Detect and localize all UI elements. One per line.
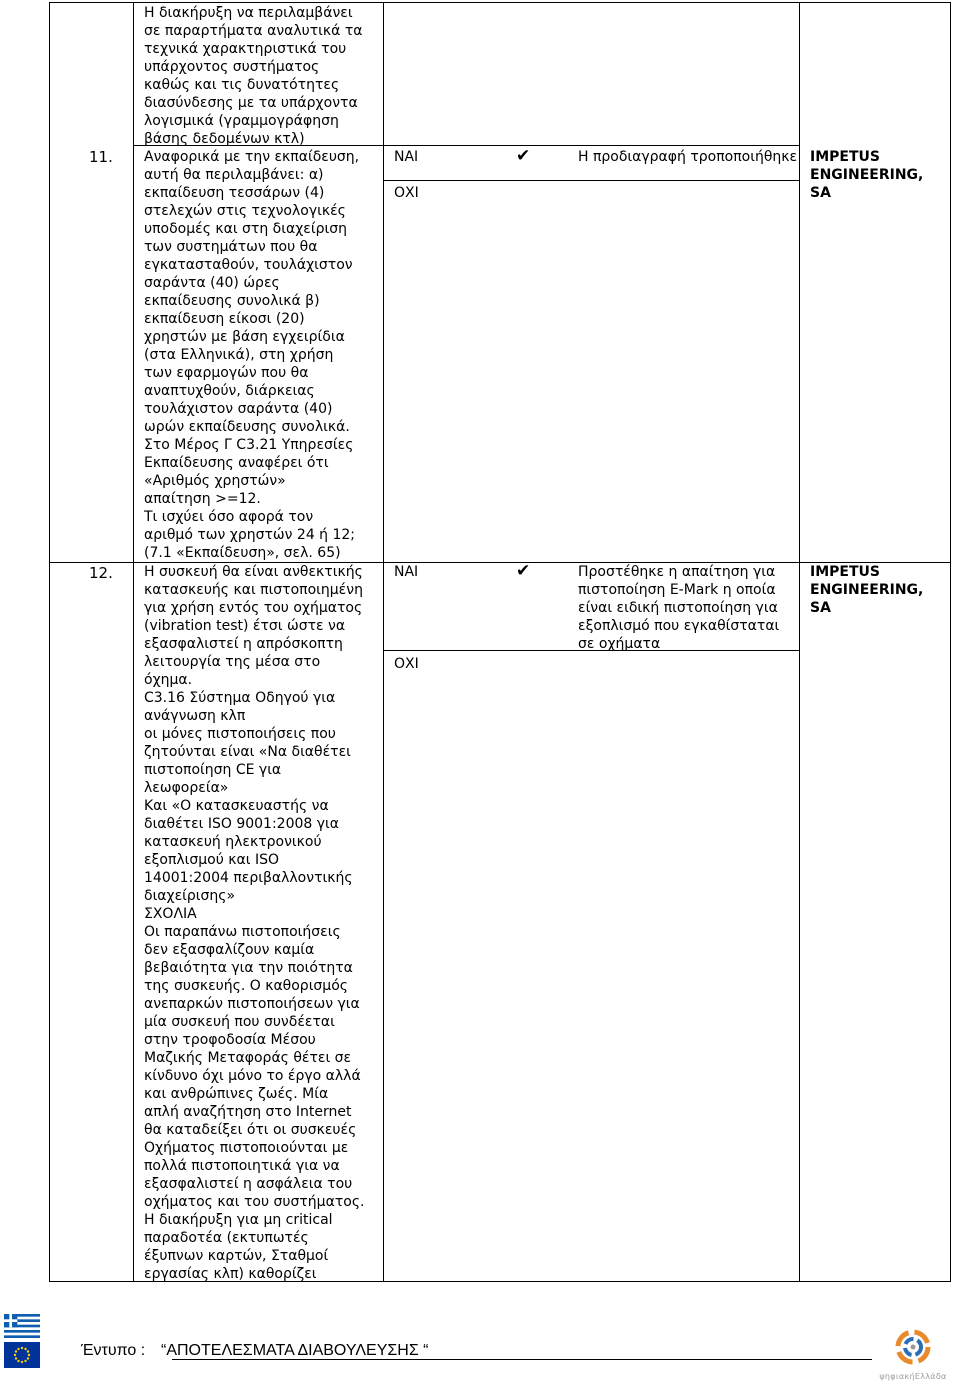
table-border-left <box>49 2 50 1282</box>
eu-flag-icon <box>4 1342 40 1368</box>
table-border-right <box>950 2 951 1282</box>
row-11-checkmark-icon: ✔ <box>516 146 531 166</box>
row-11-text: Αναφορικά με την εκπαίδευση, αυτή θα περιλαμβάνει: α) εκπαίδευση τεσσάρων (4) στελεχών στις τεχνολογικές υποδομές και στη διαχείριση των συστημάτων που θα εγκατασταθούν, τουλάχιστον σαράντα (40) ώρες εκπαίδευσης συνολικά β) εκπαίδευση είκοσι (20) χρηστών με βάση εγχειρίδια (στα Ελληνικά), στη χρήση των εφαρμογών που θα αναπτυχθούν, διάρκειας τουλάχιστον σαράντα (40) ωρών εκπαίδευσης συνολικά. Στο Μέρος Γ C3.21 Υπηρεσίες Εκπαίδευσης αναφέρει ότι «Αριθμός χρηστών» απαίτηση >=12. Τι ισχύει όσο αφορά τον αριθμό των χρηστών 24 ή 12; (7.1 «Εκπαίδευση», σελ. 65) <box>144 149 360 561</box>
row-12-yes-label: ΝΑΙ <box>394 564 419 580</box>
previous-row-text: Η διακήρυξη να περιλαμβάνει σε παραρτήματα αναλυτικά τα τεχνικά χαρακτηριστικά του υπάρχοντος συστήματος καθώς και τις δυνατότητες διασύνδεσης με τα υπάρχοντα λογισμικά (γραμμογράφηση βάσης δεδομένων κτλ) <box>144 5 363 147</box>
greek-flag-icon <box>4 1314 40 1338</box>
row-11-company: IMPETUS ENGINEERING, SA <box>810 149 924 201</box>
row-12-response: Προστέθηκε η απαίτηση για πιστοποίηση E-Mark η οποία είναι ειδική πιστοποίηση για εξοπλισμό που εγκαθίσταται σε οχήματα <box>578 564 780 652</box>
column-divider-number <box>133 2 134 1282</box>
footer-form-label: Έντυπο : <box>81 1342 146 1359</box>
footer-form-title: “ΑΠΟΤΕΛΕΣΜΑΤΑ ΔΙΑΒΟΥΛΕΥΣΗΣ “ <box>161 1342 429 1359</box>
column-divider-response <box>799 2 800 1282</box>
row-12-number: 12. <box>89 564 113 582</box>
column-divider-text <box>383 2 384 1282</box>
row-12-no-label: ΟΧΙ <box>394 656 419 672</box>
row-12-checkmark-icon: ✔ <box>516 561 531 581</box>
row-12-text: Η συσκευή θα είναι ανθεκτικής κατασκευής και πιστοποιημένη για χρήση εντός του οχήματος (vibration test) έτσι ώστε να εξασφαλιστεί η απρόσκοπτη λειτουργία της μέσα στο όχημα. C3.16 Σύστημα Οδηγού για ανάγνωση κλπ οι μόνες πιστοποιήσεις που ζητούνται είναι «Να διαθέτει πιστοποίηση CE για λεωφορεία» Και «Ο κατασκευαστής να διαθέτει ISO 9001:2008 για κατασκευή ηλεκτρονικού εξοπλισμού και ISO 14001:2004 περιβαλλοντικής διαχείρισης» ΣΧΟΛΙΑ Οι παραπάνω πιστοποιήσεις δεν εξασφαλίζουν καμία βεβαιότητα για την ποιότητα της συσκευής. Ο καθορισμός ανεπαρκών πιστοποιήσεων για μία συσκευή που συνδέεται στην τροφοδοσία Μέσου Μαζικής Μεταφοράς θέτει σε κίνδυνο όχι μόνο το έργο αλλά και ανθρώπινες ζωές. Μία απλή αναζήτηση στο Internet θα καταδείξει ότι οι συσκευές Οχήματος πιστοποιούνται με πολλά πιστοποιητικά για να εξασφαλιστεί η ασφάλεια του οχήματος και του συστήματος. Η διακήρυξη για μη critical παραδοτέα (εκτυπωτές έξυπνων καρτών, Σταθμοί εργασίας κλπ) καθορίζει <box>144 564 365 1282</box>
row-11-yes-label: ΝΑΙ <box>394 149 419 165</box>
row-11-number: 11. <box>89 148 113 166</box>
digital-greece-logo-text: ψηφιακήΕλλάδα <box>879 1372 947 1381</box>
row-12-company: IMPETUS ENGINEERING, SA <box>810 564 924 616</box>
flags-icon <box>4 1314 40 1370</box>
footer-rule <box>172 1359 872 1360</box>
row-11-no-label: ΟΧΙ <box>394 185 419 201</box>
row-11-yes-no-separator <box>383 180 800 181</box>
table-border-top <box>49 2 951 3</box>
row-11-response: Η προδιαγραφή τροποποιήθηκε <box>578 149 798 165</box>
row-separator-top-right <box>383 145 800 146</box>
